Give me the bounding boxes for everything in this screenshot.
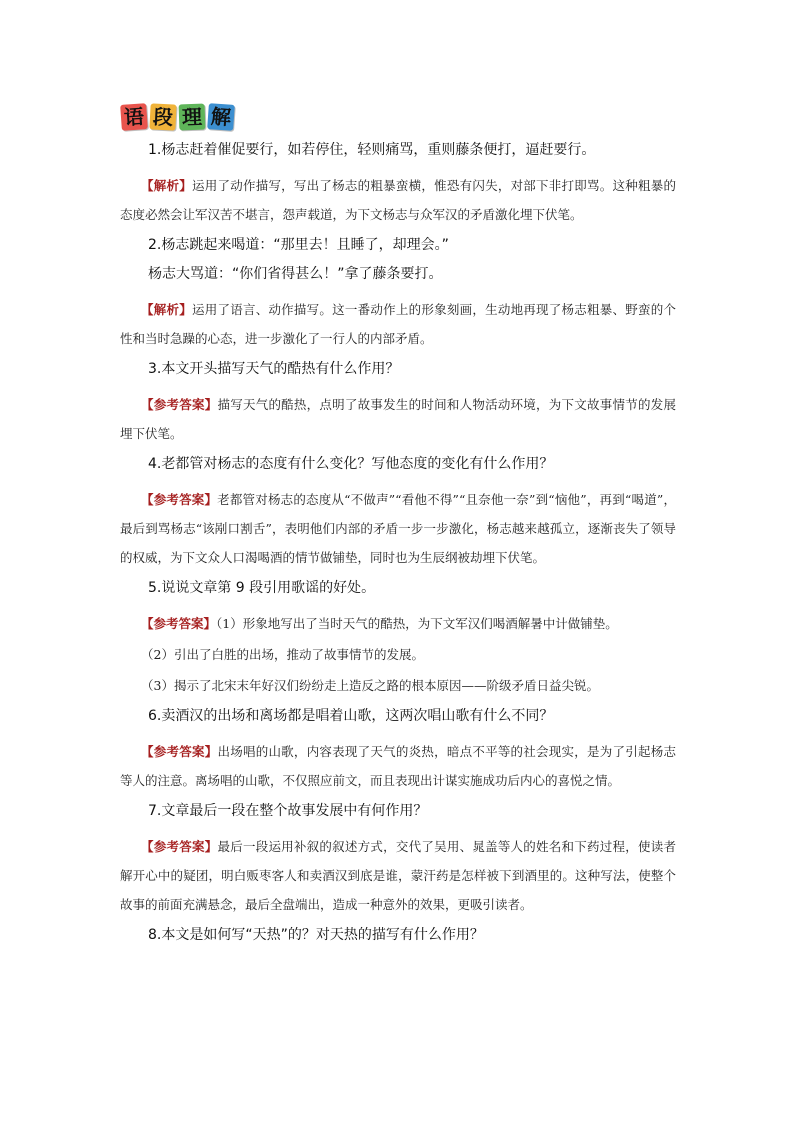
- question-1: 1.杨志赶着催促要行，如若停住，轻则痛骂，重则藤条便打，逼赶要行。: [148, 142, 596, 158]
- answer-tag: 【参考答案】: [141, 492, 218, 507]
- question-4: 4.老都管对杨志的态度有什么变化？写他态度的变化有什么作用？: [148, 456, 554, 472]
- answer-text: 出场唱的山歌，内容表现了天气的炎热，暗点不平等的社会现实，是为了引起杨志等人的注意。离场唱的山歌，不仅照应前文，而且表现出计谋实施成功后内心的喜悦之情。: [120, 744, 676, 788]
- section-heading: [121, 104, 234, 130]
- answer-text: 运用了动作描写，写出了杨志的粗暴蛮横，惟恐有闪失，对部下非打即骂。这种粗暴的态度必然会让军汉苦不堪言，怨声载道，为下文杨志与众军汉的矛盾激化埋下伏笔。: [120, 178, 676, 222]
- heading-tile: 语: [120, 103, 148, 131]
- answer-text: 运用了语言、动作描写。这一番动作上的形象刻画，生动地再现了杨志粗暴、野蛮的个性和当时急躁的心态，进一步激化了一行人的内部矛盾。: [120, 302, 676, 346]
- answer-4: [120, 485, 676, 572]
- answer-7: [120, 832, 676, 919]
- answer-2: [120, 295, 676, 353]
- answer-text: （1）形象地写出了当时天气的酷热，为下文军汉们喝酒解暑中计做铺垫。: [216, 616, 618, 631]
- answer-5-point-3: （3）揭示了北宋末年好汉们纷纷走上造反之路的根本原因——阶级矛盾日益尖锐。: [141, 678, 599, 693]
- answer-5: [120, 609, 676, 638]
- heading-tile: 理: [179, 104, 206, 131]
- answer-tag: 【解析】: [141, 178, 192, 193]
- question-7: 7.文章最后一段在整个故事发展中有何作用？: [148, 803, 428, 819]
- question-2: 2.杨志跳起来喝道：“那里去！且睡了，却理会。”: [148, 237, 449, 253]
- answer-text: 最后一段运用补叙的叙述方式，交代了吴用、晁盖等人的姓名和下药过程，使读者解开心中的疑团，明白贩枣客人和卖酒汉到底是谁，蒙汗药是怎样被下到酒里的。这种写法，使整个故事的前面充满悬念，最后全盘端出，造成一种意外的效果，更吸引读者。: [120, 839, 676, 912]
- document-body: [120, 140, 676, 956]
- question-5: 5.说说文章第 9 段引用歌谣的好处。: [148, 580, 376, 596]
- answer-tag: 【解析】: [141, 302, 192, 317]
- answer-3: [120, 390, 676, 448]
- question-8: 8.本文是如何写“天热”的？对天热的描写有什么作用？: [148, 927, 484, 943]
- answer-tag: 【参考答案】: [141, 839, 218, 854]
- heading-tile: 段: [149, 103, 176, 130]
- answer-tag: 【参考答案】: [141, 744, 218, 759]
- question-6: 6.卖酒汉的出场和离场都是唱着山歌，这两次唱山歌有什么不同？: [148, 708, 554, 724]
- question-2-line-2: 杨志大骂道：“你们省得甚么！”拿了藤条要打。: [148, 266, 443, 282]
- heading-tile: 解: [207, 103, 235, 131]
- answer-6: [120, 737, 676, 795]
- question-3: 3.本文开头描写天气的酷热有什么作用？: [148, 361, 400, 377]
- answer-text: 老都管对杨志的态度从“不做声”“看他不得”“且奈他一奈”到“恼他”，再到“喝道”，最后到骂杨志“该剐口割舌”，表明他们内部的矛盾一步一步激化，杨志越来越孤立，逐渐丧失了领导的权威，为下文众人口渴喝酒的情节做铺垫，同时也为生辰纲被劫埋下伏笔。: [120, 492, 676, 565]
- answer-tag: 【参考答案】: [141, 397, 218, 412]
- answer-1: [120, 171, 676, 229]
- answer-text: 描写天气的酷热，点明了故事发生的时间和人物活动环境，为下文故事情节的发展埋下伏笔。: [120, 397, 676, 441]
- answer-5-point-2: （2）引出了白胜的出场，推动了故事情节的发展。: [141, 647, 424, 662]
- answer-tag: 【参考答案】: [141, 616, 217, 631]
